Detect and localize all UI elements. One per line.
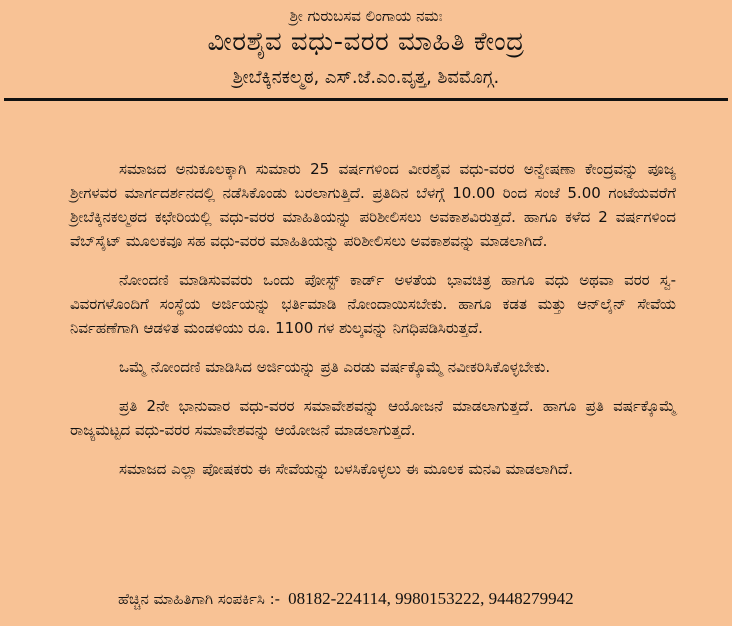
page-title: ವೀರಶೈವ ವಧು-ವರರ ಮಾಹಿತಿ ಕೇಂದ್ರ — [207, 27, 525, 57]
paragraph-registration: ನೋಂದಣಿ ಮಾಡಿಸುವವರು ಒಂದು ಪೋಸ್ಟ್ ಕಾರ್ಡ್ ಅಳತೆಯ ಭಾವಚಿತ್ರ ಹಾಗೂ ವಧು ಅಥವಾ ವರರ ಸ್ವ-ವಿವರಗಳೊಂದಿಗೆ ಸಂಸ್ಥೆಯ ಅರ್ಜಿಯನ್ನು ಭರ್ತಿಮಾಡಿ ನೋಂದಾಯಿಸಬೇಕು. ಹಾಗೂ ಕಡತ ಮತ್ತು ಆನ್‌ಲೈನ್ ಸೇವೆಯ ನಿರ್ವಹಣೆಗಾಗಿ ಆಡಳಿತ ಮಂಡಳಿಯು ರೂ. 1100 ಗಳ ಶುಲ್ಕವನ್ನು ನಿಗಧಿಪಡಿಸಿರುತ್ತದೆ. — [70, 271, 676, 337]
paragraph-events: ಪ್ರತಿ 2ನೇ ಭಾನುವಾರ ವಧು-ವರರ ಸಮಾವೇಶವನ್ನು ಆಯೋಜನೆ ಮಾಡಲಾಗುತ್ತದೆ. ಹಾಗೂ ಪ್ರತಿ ವರ್ಷಕ್ಕೊಮ್ಮೆ ರಾಜ್ಯಮಟ್ಟದ ವಧು-ವರರ ಸಮಾವೇಶವನ್ನು ಆಯೋಜನೆ ಮಾಡಲಾಗುತ್ತದೆ. — [70, 397, 676, 439]
contact-numbers: 08182-224114, 9980153222, 9448279942 — [288, 589, 574, 608]
header-divider — [4, 98, 728, 101]
paragraph-appeal: ಸಮಾಜದ ಎಲ್ಲಾ ಪೋಷಕರು ಈ ಸೇವೆಯನ್ನು ಬಳಸಿಕೊಳ್ಳಲು ಈ ಮೂಲಕ ಮನವಿ ಮಾಡಲಾಗಿದೆ. — [119, 460, 573, 478]
contact-label: ಹೆಚ್ಚಿನ ಮಾಹಿತಿಗಾಗಿ ಸಂಪರ್ಕಿಸಿ :- — [118, 590, 281, 608]
paragraph-renewal: ಒಮ್ಮೆ ನೋಂದಣಿ ಮಾಡಿಸಿದ ಅರ್ಜಿಯನ್ನು ಪ್ರತಿ ಎರಡು ವರ್ಷಕ್ಕೊಮ್ಮೆ ನವೀಕರಿಸಿಕೊಳ್ಳಬೇಕು. — [119, 358, 551, 376]
document-body — [70, 157, 676, 496]
contact-line — [118, 589, 574, 609]
invocation-line: ಶ್ರೀ ಗುರುಬಸವ ಲಿಂಗಾಯ ನಮಃ — [289, 7, 443, 25]
address-line: ಶ್ರೀಬೆಕ್ಕಿನಕಲ್ಮಠ, ಎಸ್.ಜೆ.ಎಂ.ವೃತ್ತ, ಶಿವಮೊಗ್ಗ. — [232, 67, 500, 88]
paragraph-about-service: ಸಮಾಜದ ಅನುಕೂಲಕ್ಕಾಗಿ ಸುಮಾರು 25 ವರ್ಷಗಳಿಂದ ವೀರಶೈವ ವಧು-ವರರ ಅನ್ವೇಷಣಾ ಕೇಂದ್ರವನ್ನು ಪೂಜ್ಯ ಶ್ರೀಗಳವರ ಮಾರ್ಗದರ್ಶನದಲ್ಲಿ ನಡೆಸಿಕೊಂಡು ಬರಲಾಗುತ್ತಿದೆ. ಪ್ರತಿದಿನ ಬೆಳಗ್ಗೆ 10.00 ರಿಂದ ಸಂಜೆ 5.00 ಗಂಟೆಯವರೆಗೆ ಶ್ರೀಬೆಕ್ಕಿನಕಲ್ಮಠದ ಕಛೇರಿಯಲ್ಲಿ ವಧು-ವರರ ಮಾಹಿತಿಯನ್ನು ಪರಿಶೀಲಿಸಲು ಅವಕಾಶವಿರುತ್ತದೆ. ಹಾಗೂ ಕಳೆದ 2 ವರ್ಷಗಳಿಂದ ವೆಬ್‌ಸೈಟ್ ಮೂಲಕವೂ ಸಹ ವಧು-ವರರ ಮಾಹಿತಿಯನ್ನು ಪರಿಶೀಲಿಸಲು ಅವಕಾಶವನ್ನು ಮಾಡಲಾಗಿದೆ. — [70, 160, 676, 250]
